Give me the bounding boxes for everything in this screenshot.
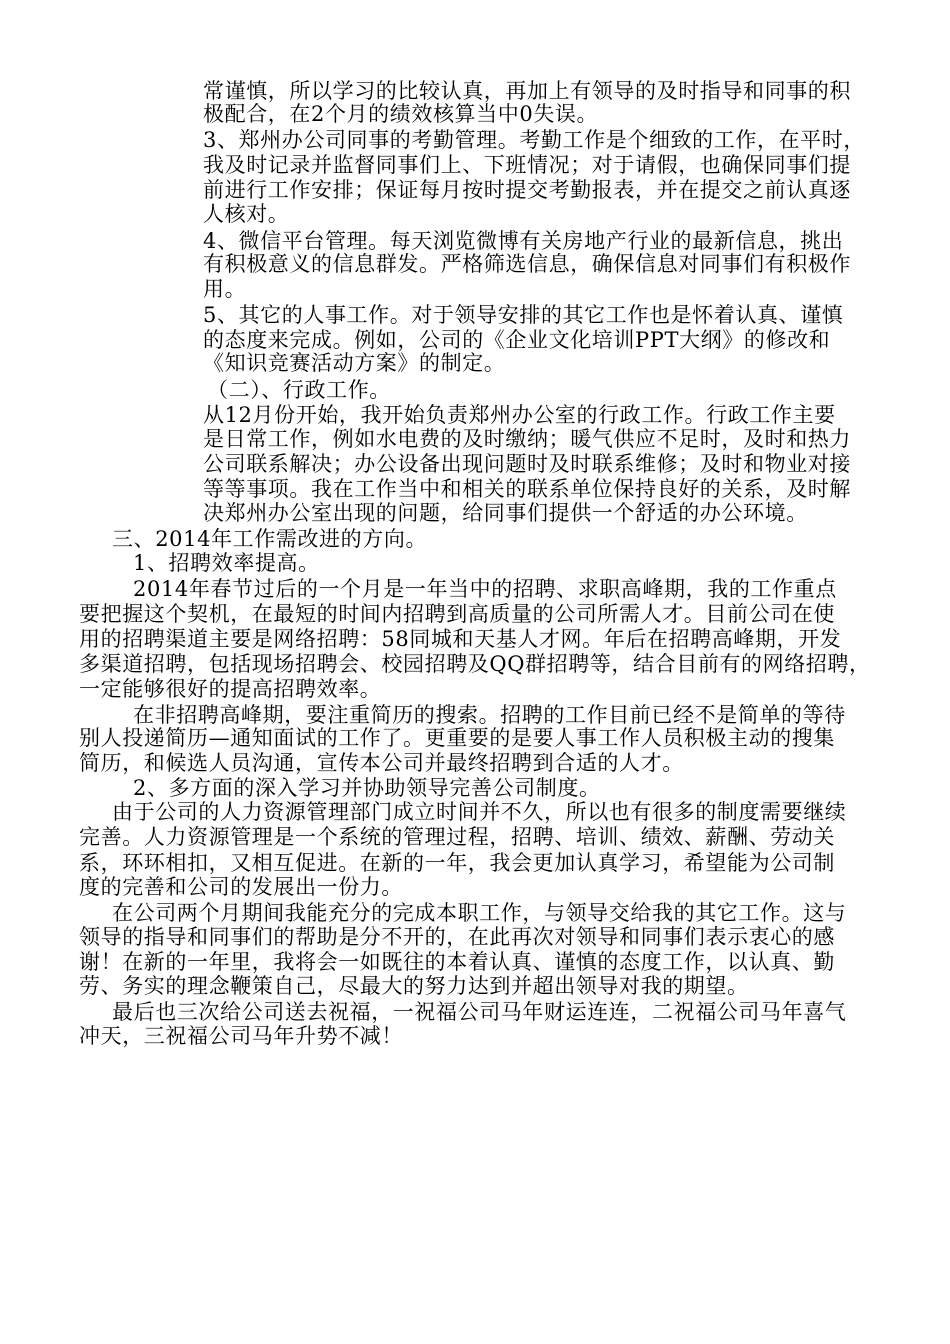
text-line: 前进行工作安排；保证每月按时提交考勤报表，并在提交之前认真逐 <box>203 178 851 202</box>
text-line: 度的完善和公司的发展出一份力。 <box>79 875 403 899</box>
text-line: 常谨慎，所以学习的比较认真，再加上有领导的及时指导和同事的积 <box>203 79 851 103</box>
section-heading: 三、2014年工作需改进的方向。 <box>112 527 428 551</box>
text-line: 3、郑州办公司同事的考勤管理。考勤工作是个细致的工作，在平时， <box>203 128 865 152</box>
text-line: 完善。人力资源管理是一个系统的管理过程，招聘、培训、绩效、薪酬、劳动关 <box>79 825 835 849</box>
text-line: 系，环环相扣，又相互促进。在新的一年，我会更加认真学习，希望能为公司制 <box>79 851 835 875</box>
subsection-heading: 1、招聘效率提高。 <box>133 551 320 575</box>
text-line: 一定能够很好的提高招聘效率。 <box>79 677 382 701</box>
text-line: 要把握这个契机，在最短的时间内招聘到高质量的公司所需人才。目前公司在使 <box>79 602 835 626</box>
text-line: 冲天，三祝福公司马年升势不减！ <box>79 1024 403 1048</box>
text-line: 劳、务实的理念鞭策自己，尽最大的努力达到并超出领导对我的期望。 <box>79 974 749 998</box>
text-line: 极配合，在2个月的绩效核算当中0失误。 <box>203 102 599 126</box>
section-heading: （二）、行政工作。 <box>207 378 391 402</box>
text-line: 是日常工作，例如水电费的及时缴纳；暖气供应不足时，及时和热力 <box>203 427 851 451</box>
text-line: 由于公司的人力资源管理部门成立时间并不久，所以也有很多的制度需要继续 <box>112 800 847 824</box>
text-line: 用。 <box>203 277 247 301</box>
text-line: 别人投递简历—通知面试的工作了。更重要的是要人事工作人员积极主动的搜集 <box>79 726 835 750</box>
text-line: 在非招聘高峰期，要注重简历的搜索。招聘的工作目前已经不是简单的等待 <box>133 703 846 727</box>
text-line: 2014年春节过后的一个月是一年当中的招聘、求职高峰期，我的工作重点 <box>133 577 837 601</box>
text-line: 简历，和候选人员沟通，宣传本公司并最终招聘到合适的人才。 <box>79 751 684 775</box>
text-line: 有积极意义的信息群发。严格筛选信息，确保信息对同事们有积极作 <box>203 252 851 276</box>
text-line: 4、微信平台管理。每天浏览微博有关房地产行业的最新信息，挑出 <box>203 229 844 253</box>
text-line: 谢！在新的一年里，我将会一如既往的本着认真、谨慎的态度工作，以认真、勤 <box>79 950 835 974</box>
text-line: 5、其它的人事工作。对于领导安排的其它工作也是怀着认真、谨慎 <box>203 303 844 327</box>
text-line: 从12月份开始，我开始负责郑州办公室的行政工作。行政工作主要 <box>203 403 836 427</box>
text-line: 公司联系解决；办公设备出现问题时及时联系维修；及时和物业对接 <box>203 452 851 476</box>
text-line: 决郑州办公室出现的问题，给同事们提供一个舒适的办公环境。 <box>203 501 808 525</box>
subsection-heading: 2、多方面的深入学习并协助领导完善公司制度。 <box>133 776 601 800</box>
text-line: 用的招聘渠道主要是网络招聘：58同城和天基人才网。年后在招聘高峰期，开发 <box>79 627 842 651</box>
text-line: 我及时记录并监督同事们上、下班情况；对于请假，也确保同事们提 <box>203 153 851 177</box>
text-line: 的态度来完成。例如，公司的《企业文化培训PPT大纲》的修改和 <box>203 328 831 352</box>
text-line: 最后也三次给公司送去祝福，一祝福公司马年财运连连，二祝福公司马年喜气 <box>112 1000 847 1024</box>
text-line: 等等事项。我在工作当中和相关的联系单位保持良好的关系，及时解 <box>203 477 851 501</box>
text-line: 多渠道招聘，包括现场招聘会、校园招聘及QQ群招聘等，结合目前有的网络招聘， <box>79 652 871 676</box>
text-line: 《知识竞赛活动方案》的制定。 <box>203 351 506 375</box>
text-line: 在公司两个月期间我能充分的完成本职工作，与领导交给我的其它工作。这与 <box>112 901 847 925</box>
text-line: 人核对。 <box>203 202 290 226</box>
text-line: 领导的指导和同事们的帮助是分不开的，在此再次对领导和同事们表示衷心的感 <box>79 925 835 949</box>
